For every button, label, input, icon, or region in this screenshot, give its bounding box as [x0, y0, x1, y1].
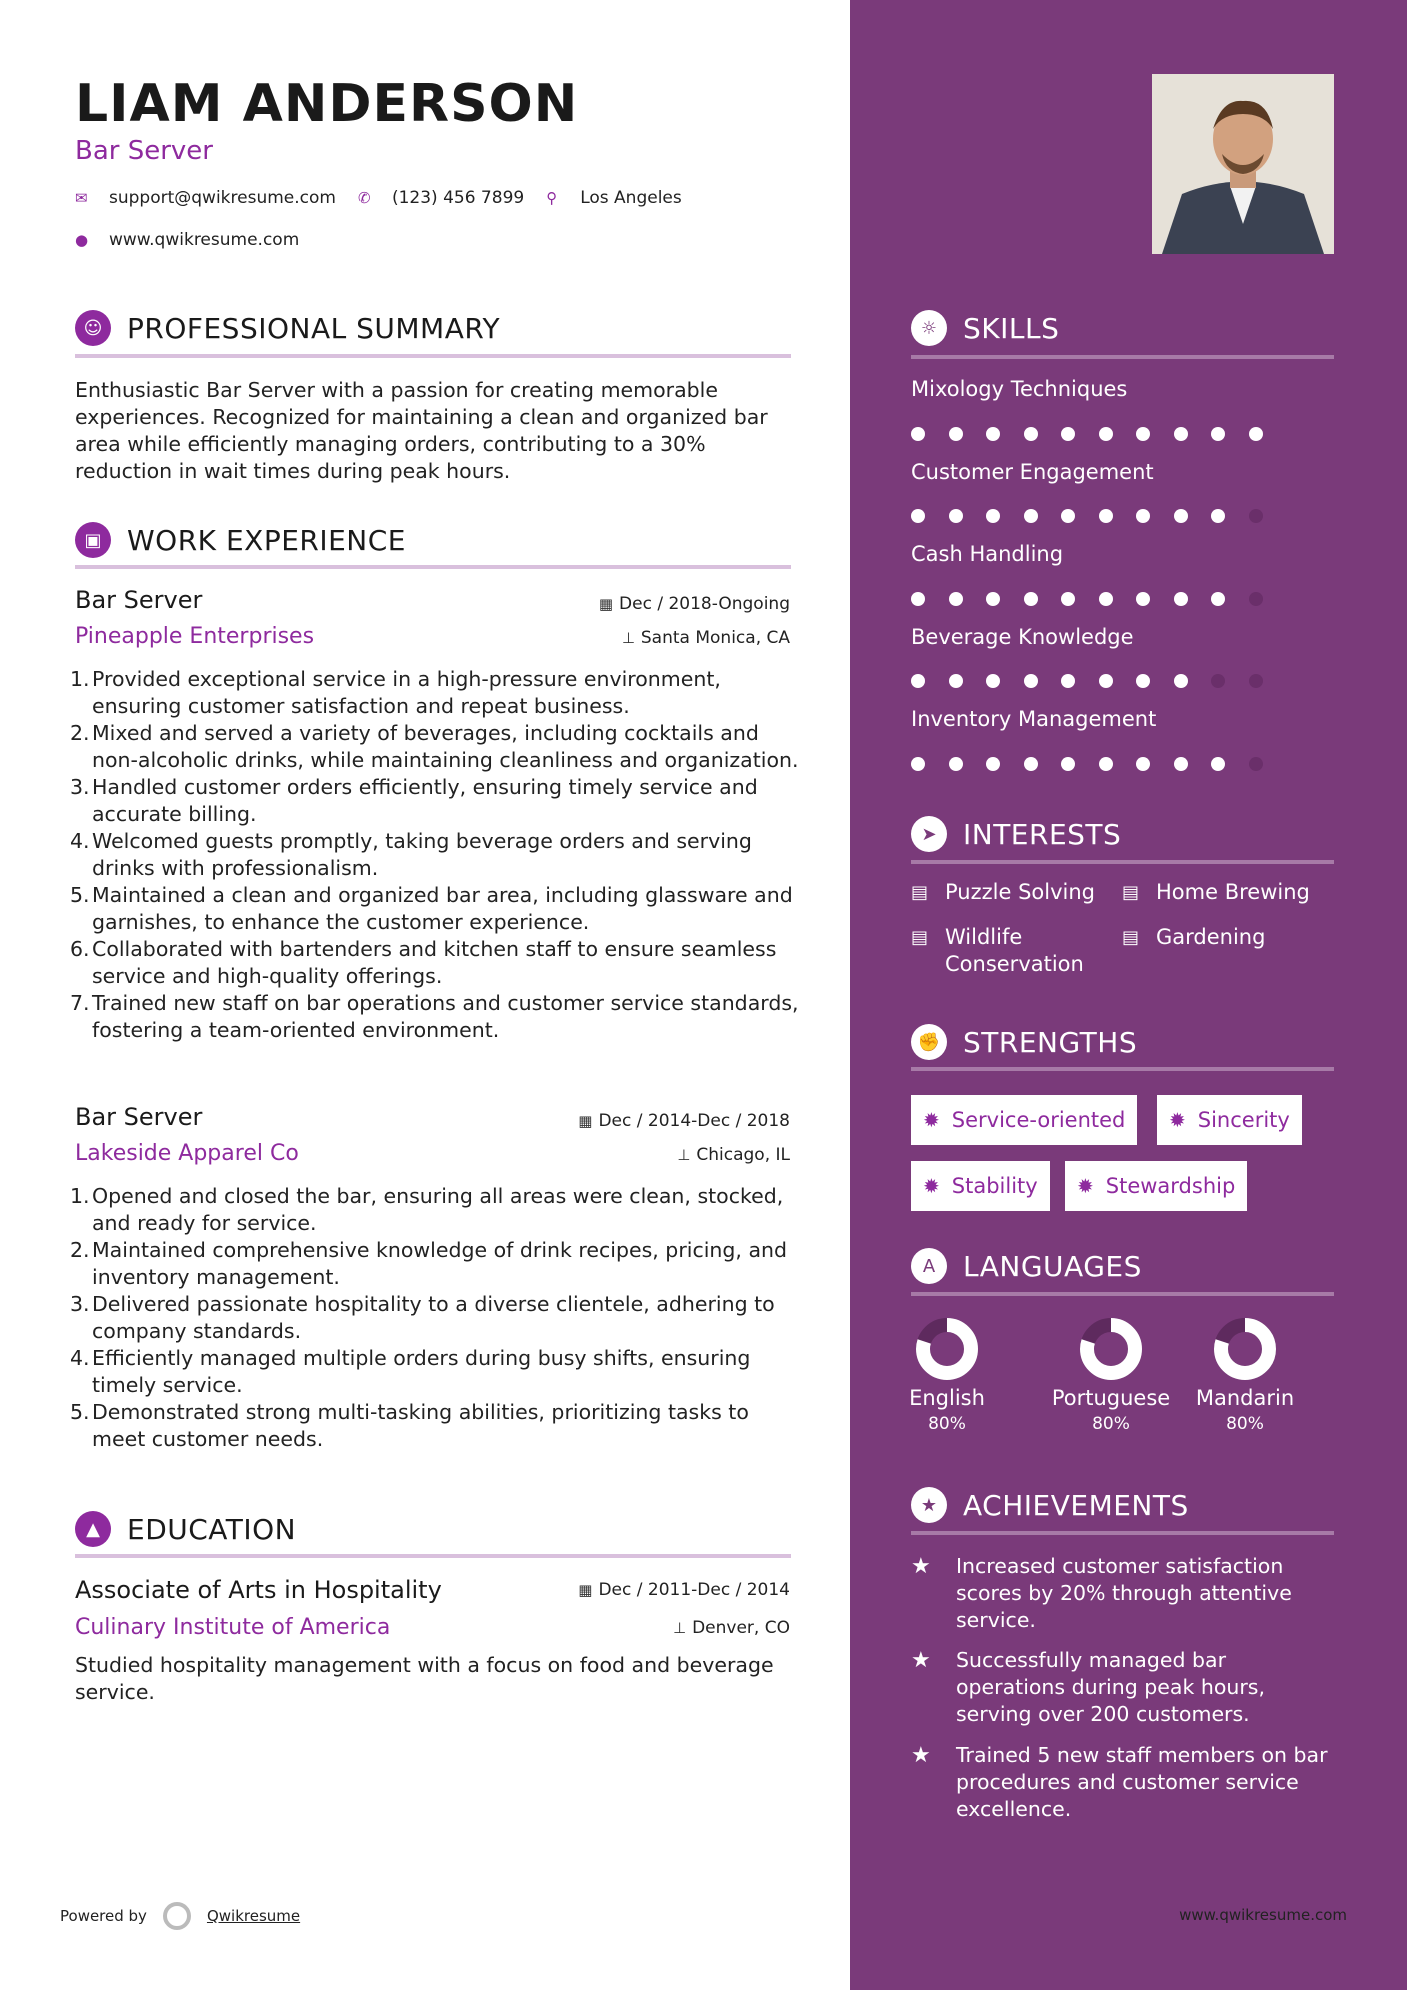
- globe-icon: ●: [75, 231, 89, 249]
- rating-dot-filled: [1061, 674, 1075, 688]
- book-icon: ▤: [1122, 882, 1140, 903]
- language-donut: [1212, 1316, 1278, 1382]
- strength-chip: ✹ Stewardship: [1065, 1161, 1247, 1211]
- list-item: 3. Delivered passionate hospitality to a diverse clientele, adhering to company standards.: [70, 1292, 775, 1343]
- language-item: [907, 1316, 987, 1434]
- rating-dot-filled: [911, 757, 925, 771]
- rating-dot-filled: [1211, 509, 1225, 523]
- calendar-icon: ▦: [578, 1581, 593, 1599]
- rating-dot-filled: [1174, 509, 1188, 523]
- interest-item: ▤ Home Brewing: [1122, 880, 1310, 904]
- experience-title: WORK EXPERIENCE: [127, 523, 406, 557]
- briefcase-icon: ▣: [75, 522, 111, 558]
- education-location: ⊥ Denver, CO: [673, 1618, 790, 1638]
- candidate-name: LIAM ANDERSON: [75, 74, 579, 134]
- translate-icon: A: [911, 1248, 947, 1284]
- contact-location: Los Angeles: [580, 188, 682, 208]
- job-2-duties: [70, 1183, 800, 1453]
- rating-dot-filled: [1136, 592, 1150, 606]
- badge-icon: ✹: [923, 1108, 940, 1132]
- language-donut: [914, 1316, 980, 1382]
- languages-rule: [911, 1292, 1334, 1296]
- strengths-title: STRENGTHS: [963, 1025, 1138, 1059]
- pin-icon: ⊥: [621, 629, 635, 647]
- rating-dot-filled: [1061, 509, 1075, 523]
- pin-icon: ⊥: [673, 1619, 687, 1637]
- language-item: [1045, 1316, 1177, 1434]
- portrait-image: [1152, 74, 1334, 254]
- language-name: English: [909, 1386, 985, 1410]
- list-item: 5. Maintained a clean and organized bar area, including glassware and garnishes, to enhance the customer experience.: [70, 883, 793, 934]
- rating-dot-filled: [1174, 757, 1188, 771]
- skill-rating: [911, 509, 1286, 523]
- strengths-heading: [911, 1024, 1137, 1060]
- rating-dot-filled: [911, 509, 925, 523]
- interest-item: ▤ Gardening: [1122, 925, 1266, 949]
- rating-dot-filled: [1099, 509, 1113, 523]
- job-2-company: Lakeside Apparel Co: [75, 1141, 299, 1166]
- skill-name: Cash Handling: [911, 542, 1064, 566]
- rating-dot-filled: [1211, 592, 1225, 606]
- interest-item: ▤ Wildlife Conservation: [911, 925, 1084, 976]
- strength-chip: ✹ Sincerity: [1157, 1095, 1302, 1145]
- experience-heading: [75, 522, 406, 558]
- list-item: 5. Demonstrated strong multi-tasking abilities, prioritizing tasks to meet customer needs.: [70, 1400, 749, 1451]
- rating-dot-filled: [1024, 509, 1038, 523]
- degree: Associate of Arts in Hospitality: [75, 1576, 442, 1604]
- summary-rule: [75, 354, 791, 358]
- interests-title: INTERESTS: [963, 817, 1122, 851]
- rating-dot-filled: [986, 674, 1000, 688]
- school: Culinary Institute of America: [75, 1615, 391, 1640]
- list-item: 1. Provided exceptional service in a high-pressure environment, ensuring customer satisfaction and repeat business.: [70, 667, 721, 718]
- rating-dot-filled: [1174, 592, 1188, 606]
- calendar-icon: ▦: [578, 1112, 593, 1130]
- rating-dot-filled: [911, 674, 925, 688]
- strength-chip: ✹ Service-oriented: [911, 1095, 1137, 1145]
- education-heading: [75, 1511, 296, 1547]
- skill-name: Inventory Management: [911, 707, 1157, 731]
- powered-label: Powered by: [60, 1907, 147, 1925]
- rating-dot-filled: [949, 427, 963, 441]
- language-percent: 80%: [1092, 1414, 1130, 1434]
- strengths-rule: [911, 1067, 1334, 1071]
- rating-dot-filled: [949, 592, 963, 606]
- rating-dot-filled: [1136, 757, 1150, 771]
- fist-icon: ✊: [911, 1024, 947, 1060]
- contact-row: [75, 188, 704, 208]
- job-1-dates: ▦ Dec / 2018-Ongoing: [598, 594, 790, 614]
- graduation-cap-icon: ▲: [75, 1511, 111, 1547]
- rating-dot-filled: [1061, 427, 1075, 441]
- interests-heading: [911, 816, 1121, 852]
- rating-dot-filled: [1174, 674, 1188, 688]
- skills-heading: [911, 310, 1059, 346]
- rating-dot-filled: [1211, 427, 1225, 441]
- rating-dot-filled: [1136, 509, 1150, 523]
- job-1-title: Bar Server: [75, 586, 203, 614]
- candidate-title: Bar Server: [75, 136, 213, 166]
- skill-rating: [911, 674, 1286, 688]
- footer-url[interactable]: www.qwikresume.com: [1179, 1906, 1347, 1924]
- skills-rule: [911, 355, 1334, 359]
- education-dates: ▦ Dec / 2011-Dec / 2014: [578, 1580, 790, 1600]
- brand-link[interactable]: Qwikresume: [206, 1907, 301, 1925]
- phone-icon: ✆: [357, 189, 371, 207]
- achievement-item: ★ Increased customer satisfaction scores by 20% through attentive service.: [911, 1554, 1292, 1632]
- summary-text: Enthusiastic Bar Server with a passion for creating memorable experiences. Recognized for maintaining a clean and organized bar area while efficiently managing orders, contributing to a 30% reduction in wait times during peak hours.: [75, 378, 768, 483]
- rating-dot-filled: [1099, 674, 1113, 688]
- language-donut: [1078, 1316, 1144, 1382]
- book-icon: ▤: [1122, 927, 1140, 948]
- list-item: 2. Mixed and served a variety of beverages, including cocktails and non-alcoholic drinks, while maintaining cleanliness and organization.: [70, 721, 799, 772]
- education-title: EDUCATION: [127, 1512, 297, 1546]
- rating-dot-filled: [1061, 592, 1075, 606]
- rating-dot-filled: [986, 509, 1000, 523]
- job-2-location: ⊥ Chicago, IL: [677, 1145, 790, 1165]
- rating-dot-filled: [1099, 592, 1113, 606]
- book-icon: ▤: [911, 927, 929, 948]
- list-item: 4. Efficiently managed multiple orders during busy shifts, ensuring timely service.: [70, 1346, 751, 1397]
- paper-plane-icon: ➤: [911, 816, 947, 852]
- rating-dot-filled: [1024, 757, 1038, 771]
- education-rule: [75, 1554, 791, 1558]
- skills-title: SKILLS: [963, 311, 1060, 345]
- qwikresume-logo-icon: [163, 1902, 191, 1930]
- achievement-item: ★ Trained 5 new staff members on bar procedures and customer service excellence.: [911, 1743, 1328, 1821]
- language-percent: 80%: [928, 1414, 966, 1434]
- skill-name: Beverage Knowledge: [911, 625, 1134, 649]
- rating-dot-filled: [1249, 427, 1263, 441]
- rating-dot-filled: [1061, 757, 1075, 771]
- list-item: 2. Maintained comprehensive knowledge of drink recipes, pricing, and inventory management.: [70, 1238, 788, 1289]
- rating-dot-filled: [986, 592, 1000, 606]
- job-1-company: Pineapple Enterprises: [75, 624, 315, 649]
- skill-rating: [911, 427, 1286, 441]
- envelope-icon: ✉: [75, 189, 88, 207]
- rating-dot-filled: [1136, 427, 1150, 441]
- skill-name: Mixology Techniques: [911, 377, 1128, 401]
- pin-icon: ⊥: [677, 1146, 691, 1164]
- list-item: 7. Trained new staff on bar operations and customer service standards, fostering a team-oriented environment.: [70, 991, 799, 1042]
- contact-email[interactable]: support@qwikresume.com: [109, 188, 336, 208]
- job-1-location: ⊥ Santa Monica, CA: [621, 628, 790, 648]
- rating-dot-filled: [1099, 427, 1113, 441]
- rating-dot-empty: [1249, 757, 1263, 771]
- rating-dot-empty: [1211, 674, 1225, 688]
- rating-dot-filled: [949, 757, 963, 771]
- job-1-duties: [70, 666, 800, 1044]
- job-2-dates: ▦ Dec / 2014-Dec / 2018: [578, 1111, 790, 1131]
- rating-dot-filled: [986, 757, 1000, 771]
- badge-icon: ✹: [1077, 1174, 1094, 1198]
- footer-powered: [60, 1902, 300, 1930]
- website-row: [75, 230, 321, 250]
- rating-dot-filled: [1024, 592, 1038, 606]
- skill-rating: [911, 757, 1286, 771]
- rating-dot-filled: [949, 509, 963, 523]
- achievements-title: ACHIEVEMENTS: [963, 1488, 1189, 1522]
- languages-heading: [911, 1248, 1142, 1284]
- list-item: 1. Opened and closed the bar, ensuring all areas were clean, stocked, and ready for service.: [70, 1184, 784, 1235]
- map-pin-icon: ⚲: [546, 189, 558, 207]
- lightbulb-icon: ☼: [911, 310, 947, 346]
- rating-dot-filled: [949, 674, 963, 688]
- rating-dot-filled: [911, 427, 925, 441]
- rating-dot-filled: [911, 592, 925, 606]
- summary-title: PROFESSIONAL SUMMARY: [127, 311, 501, 345]
- skill-name: Customer Engagement: [911, 460, 1154, 484]
- rating-dot-filled: [986, 427, 1000, 441]
- languages-title: LANGUAGES: [963, 1249, 1142, 1283]
- achievements-rule: [911, 1531, 1334, 1535]
- language-name: Mandarin: [1195, 1386, 1295, 1410]
- rating-dot-empty: [1249, 674, 1263, 688]
- star-badge-icon: ★: [911, 1487, 947, 1523]
- language-item: [1190, 1316, 1300, 1434]
- achievement-item: ★ Successfully managed bar operations during peak hours, serving over 200 customers.: [911, 1648, 1266, 1726]
- rating-dot-empty: [1249, 509, 1263, 523]
- user-icon: ☺: [75, 310, 111, 346]
- book-icon: ▤: [911, 882, 929, 903]
- profile-photo: [1152, 74, 1334, 254]
- achievements-heading: [911, 1487, 1189, 1523]
- rating-dot-filled: [1174, 427, 1188, 441]
- calendar-icon: ▦: [598, 595, 614, 613]
- shooting-star-icon: ★: [911, 1743, 931, 1768]
- shooting-star-icon: ★: [911, 1648, 931, 1673]
- rating-dot-filled: [1136, 674, 1150, 688]
- contact-phone: (123) 456 7899: [391, 188, 525, 208]
- rating-dot-filled: [1024, 674, 1038, 688]
- skill-rating: [911, 592, 1286, 606]
- rating-dot-filled: [1099, 757, 1113, 771]
- language-percent: 80%: [1226, 1414, 1264, 1434]
- list-item: 4. Welcomed guests promptly, taking beverage orders and serving drinks with professionalism.: [70, 829, 752, 880]
- interests-rule: [911, 860, 1334, 864]
- experience-rule: [75, 565, 791, 569]
- language-name: Portuguese: [1051, 1386, 1171, 1410]
- list-item: 6. Collaborated with bartenders and kitchen staff to ensure seamless service and high-quality offerings.: [70, 937, 777, 988]
- shooting-star-icon: ★: [911, 1554, 931, 1579]
- badge-icon: ✹: [923, 1174, 940, 1198]
- strength-chip: ✹ Stability: [911, 1161, 1050, 1211]
- education-text: Studied hospitality management with a focus on food and beverage service.: [75, 1653, 774, 1704]
- badge-icon: ✹: [1169, 1108, 1186, 1132]
- rating-dot-filled: [1024, 427, 1038, 441]
- rating-dot-filled: [1211, 757, 1225, 771]
- job-2-title: Bar Server: [75, 1103, 203, 1131]
- rating-dot-empty: [1249, 592, 1263, 606]
- list-item: 3. Handled customer orders efficiently, ensuring timely service and accurate billing.: [70, 775, 758, 826]
- summary-heading: [75, 310, 500, 346]
- interest-item: ▤ Puzzle Solving: [911, 880, 1095, 904]
- contact-website[interactable]: www.qwikresume.com: [109, 230, 300, 250]
